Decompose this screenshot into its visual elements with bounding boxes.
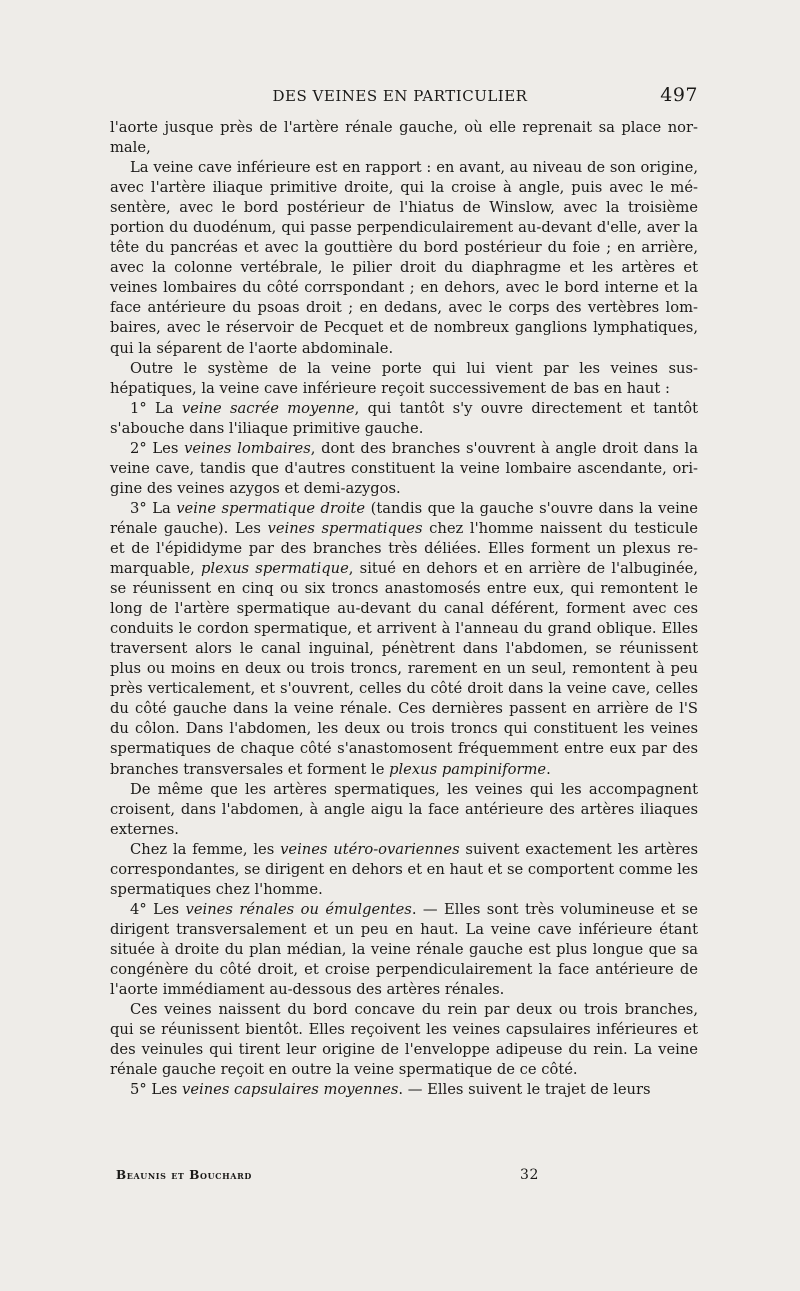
text-run: 5° Les bbox=[130, 1081, 183, 1099]
italic-term: veines utéro-ovariennes bbox=[280, 840, 460, 858]
text-run: Ces veines naissent du bord concave du rein par deux ou trois branches, qui se réunissent bientôt. Elles reçoivent les veines capsulaires inférieures et des veinules qui tirent leur origine de l'enveloppe adipeuse du rein. La veine rénale gauche reçoit en outre la veine spermatique de ce côté. bbox=[110, 1001, 698, 1079]
paragraph bbox=[110, 1080, 698, 1100]
text-run: chez l'homme naissent du testicule et de l'épididyme par des branches très déliées. Elles forment un plexus re-marquable, bbox=[110, 519, 698, 578]
text-run: 4° Les bbox=[130, 900, 186, 918]
text-run: 1° La bbox=[130, 399, 182, 417]
signature-mark: 32 bbox=[520, 1167, 540, 1183]
text-run: . — Elles suivent le trajet de leurs bbox=[398, 1081, 651, 1099]
paragraph bbox=[110, 1000, 698, 1080]
text-run: Chez la femme, les bbox=[130, 840, 281, 858]
body-text bbox=[110, 118, 698, 1100]
paragraph bbox=[110, 499, 698, 780]
text-run: De même que les artères spermatiques, les veines qui les accompagnent croisent, dans l'abdomen, à angle aigu la face antérieure des artères iliaques externes. bbox=[110, 780, 698, 838]
paragraph bbox=[110, 118, 698, 158]
text-run: (tandis que la gauche s'ouvre dans la veine rénale gauche). Les bbox=[110, 499, 698, 537]
paragraph bbox=[110, 158, 698, 358]
text-run: 2° Les bbox=[130, 439, 185, 457]
running-title: DES VEINES EN PARTICULIER bbox=[272, 87, 528, 105]
italic-term: veines capsulaires moyennes bbox=[182, 1081, 399, 1099]
paragraph bbox=[110, 359, 698, 399]
text-run: 3° La bbox=[130, 499, 177, 517]
paragraph bbox=[110, 900, 698, 1000]
footer-authors: Beaunis et Bouchard bbox=[116, 1168, 252, 1182]
italic-term: veines lombaires bbox=[184, 439, 311, 457]
italic-term: veines spermatiques bbox=[267, 519, 423, 537]
italic-term: veines rénales ou émulgentes bbox=[185, 900, 412, 918]
italic-term: veine sacrée moyenne bbox=[181, 399, 355, 417]
page-header bbox=[0, 84, 800, 109]
paragraph bbox=[110, 780, 698, 840]
paragraph bbox=[110, 399, 698, 439]
italic-term: plexus spermatique bbox=[201, 560, 349, 578]
italic-term: plexus pampiniforme bbox=[389, 760, 547, 778]
text-run: suivent exactement les artères correspondantes, se dirigent en dehors et en haut et se comportent comme les spermatiques chez l'homme. bbox=[110, 840, 699, 898]
text-run: La veine cave inférieure est en rapport : en avant, au niveau de son origine, avec l'artère iliaque primitive droite, qui la croise à angle, puis avec le mé-sentère, avec le bord postérieur de l'hiatus de Winslow, avec la troisième portion du duodénum, qui passe perpendiculairement au-devant d'elle, aver la tête du pancréas et avec la gouttière du bord postérieur du foie ; en arrière, avec la colonne vertébrale, le pilier droit du diaphragme et les artères et veines lombaires du côté corrspondant ; en dehors, avec le bord interne et la face antérieure du psoas droit ; en dedans, avec le corps des vertèbres lom-baires, avec le réservoir de Pecquet et de nombreux ganglions lymphatiques, qui la séparent de l'aorte abdominale. bbox=[110, 159, 698, 357]
text-run: Outre le système de la veine porte qui lui vient par les veines sus-hépatiques, la veine cave inférieure reçoit successivement de bas en haut : bbox=[110, 359, 698, 397]
text-run: , qui tantôt s'y ouvre directement et tantôt s'abouche dans l'iliaque primitive gauche. bbox=[110, 399, 698, 437]
italic-term: veine spermatique droite bbox=[176, 499, 366, 517]
page-number: 497 bbox=[660, 84, 698, 106]
text-run: , situé en dehors et en arrière de l'albuginée, se réunissent en cinq ou six troncs anastomosés entre eux, qui remontent le long de l'artère spermatique au-devant du canal déférent, forment avec ces conduits le cordon spermatique, et arrivent à l'anneau du grand oblique. Elles traversent alors le canal inguinal, pénètrent dans l'abdomen, se réunissent plus ou moins en deux ou trois troncs, rarement en un seul, remontent à peu près verticalement, et s'ouvrent, celles du côté droit dans la veine cave, celles du côté gauche dans la veine rénale. Ces dernières passent en arrière de l'S du côlon. Dans l'abdomen, les deux ou trois troncs qui constituent les veines spermatiques de chaque côté s'anastomosent fréquemment entre eux par des branches transversales et forment le bbox=[110, 560, 699, 778]
paragraph bbox=[110, 840, 698, 900]
paragraph bbox=[110, 439, 698, 499]
text-run: . bbox=[546, 760, 551, 778]
text-run: , dont des branches s'ouvrent à angle droit dans la veine cave, tandis que d'autres constituent la veine lombaire ascendante, ori-gine des veines azygos et demi-azygos. bbox=[110, 439, 698, 497]
text-run: l'aorte jusque près de l'artère rénale gauche, où elle reprenait sa place nor-male, bbox=[110, 119, 698, 157]
page-footer bbox=[110, 1168, 700, 1186]
text-run: . — Elles sont très volumineuse et se dirigent transversalement et un peu en haut. La veine cave inférieure étant située à droite du plan médian, la veine rénale gauche est plus longue que sa congénère du côté droit, et croise perpendiculairement la face antérieure de l'aorte immédiament au-dessous des artères rénales. bbox=[110, 900, 698, 999]
